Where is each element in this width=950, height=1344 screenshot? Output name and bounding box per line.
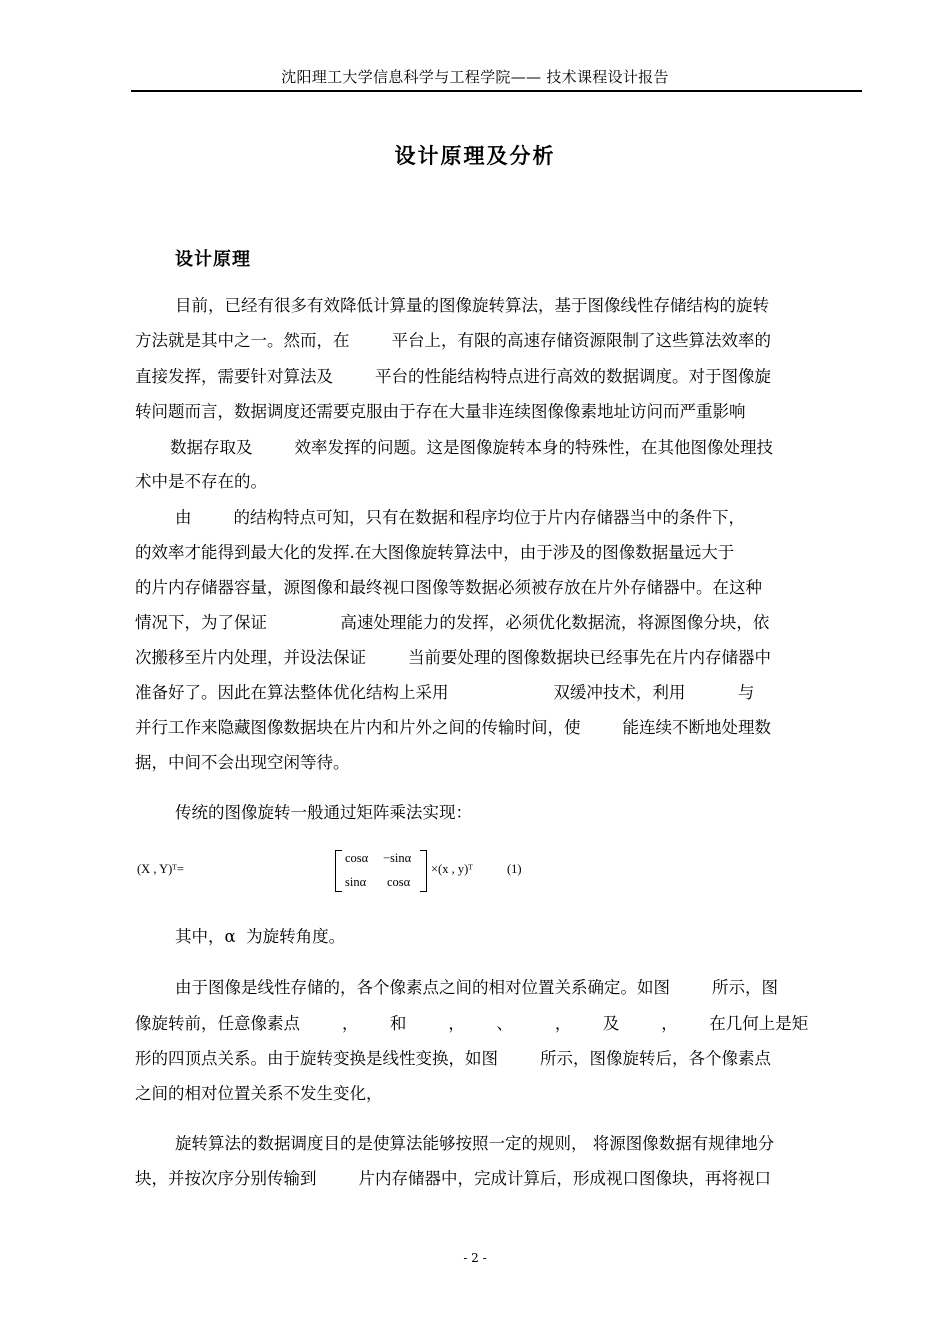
paragraph-line: 情况下，为了保证 高速处理能力的发挥，必须优化数据流，将源图像分块，依 <box>135 613 770 632</box>
header-text: 沈阳理工大学信息科学与工程学院—— 技术课程设计报告 <box>281 68 669 86</box>
header-rule <box>131 90 862 92</box>
paragraph-line: 其中，α 为旋转角度。 <box>175 927 346 946</box>
paragraph-line: 由于图像是线性存储的，各个像素点之间的相对位置关系确定。如图 所示，图 <box>175 978 778 997</box>
formula-rhs: ×(x , y)ᵀ <box>431 862 473 876</box>
paragraph-line: 形的四顶点关系。由于旋转变换是线性变换，如图 所示，图像旋转后，各个像素点 <box>135 1049 771 1068</box>
paragraph-line: 目前，已经有很多有效降低计算量的图像旋转算法，基于图像线性存储结构的旋转 <box>175 296 769 315</box>
matrix-cell: sinα <box>345 875 367 889</box>
matrix-cell: cosα <box>387 875 411 889</box>
paragraph-line: 块，并按次序分别传输到 片内存储器中，完成计算后，形成视口图像块，再将视口 <box>135 1169 771 1188</box>
matrix-left-bracket <box>335 850 342 892</box>
paragraph-line: 旋转算法的数据调度目的是使算法能够按照一定的规则， 将源图像数据有规律地分 <box>175 1134 775 1153</box>
paragraph-line: 由 的结构特点可知，只有在数据和程序均位于片内存储器当中的条件下， <box>175 508 745 527</box>
matrix-right-bracket <box>420 850 427 892</box>
paragraph-line: 的片内存储器容量，源图像和最终视口图像等数据必须被存放在片外存储器中。在这种 <box>135 578 762 597</box>
paragraph-line: 准备好了。因此在算法整体优化结构上采用 双缓冲技术，利用 与 <box>135 683 755 702</box>
paragraph-line: 方法就是其中之一。然而，在 平台上，有限的高速存储资源限制了这些算法效率的 <box>135 331 771 350</box>
paragraph-line: 次搬移至片内处理，并设法保证 当前要处理的图像数据块已经事先在片内存储器中 <box>135 648 771 667</box>
paragraph-line: 直接发挥，需要针对算法及 平台的性能结构特点进行高效的数据调度。对于图像旋 <box>135 367 771 386</box>
equation-number: (1) <box>507 862 522 876</box>
page-header <box>0 60 950 94</box>
paragraph-line: 像旋转前，任意像素点 ， 和 ， 、 ， 及 ， 在几何上是矩 <box>135 1014 809 1033</box>
paragraph-line: 之间的相对位置关系不发生变化， <box>135 1084 383 1103</box>
formula-lhs: (X , Y)ᵀ= <box>137 862 184 876</box>
paragraph-line: 的效率才能得到最大化的发挥.在大图像旋转算法中，由于涉及的图像数据量远大于 <box>135 543 735 562</box>
section-heading: 设计原理 <box>175 249 251 270</box>
paragraph-line: 转问题而言，数据调度还需要克服由于存在大量非连续图像像素地址访问而严重影响 <box>135 402 746 421</box>
page-title: 设计原理及分析 <box>394 144 556 168</box>
paragraph-line: 传统的图像旋转一般通过矩阵乘法实现： <box>175 803 472 822</box>
rotation-matrix-formula <box>135 848 555 896</box>
matrix-cell: cosα <box>345 851 369 865</box>
paragraph-line: 据，中间不会出现空闲等待。 <box>135 753 350 772</box>
page-number: - 2 - <box>463 1251 487 1265</box>
paragraph-line: 并行工作来隐藏图像数据块在片内和片外之间的传输时间，使 能连续不断地处理数 <box>135 718 771 737</box>
paragraph-line: 数据存取及 效率发挥的问题。这是图像旋转本身的特殊性，在其他图像处理技 <box>170 438 773 457</box>
paragraph-line: 术中是不存在的。 <box>135 472 267 491</box>
matrix-cell: −sinα <box>383 851 412 865</box>
